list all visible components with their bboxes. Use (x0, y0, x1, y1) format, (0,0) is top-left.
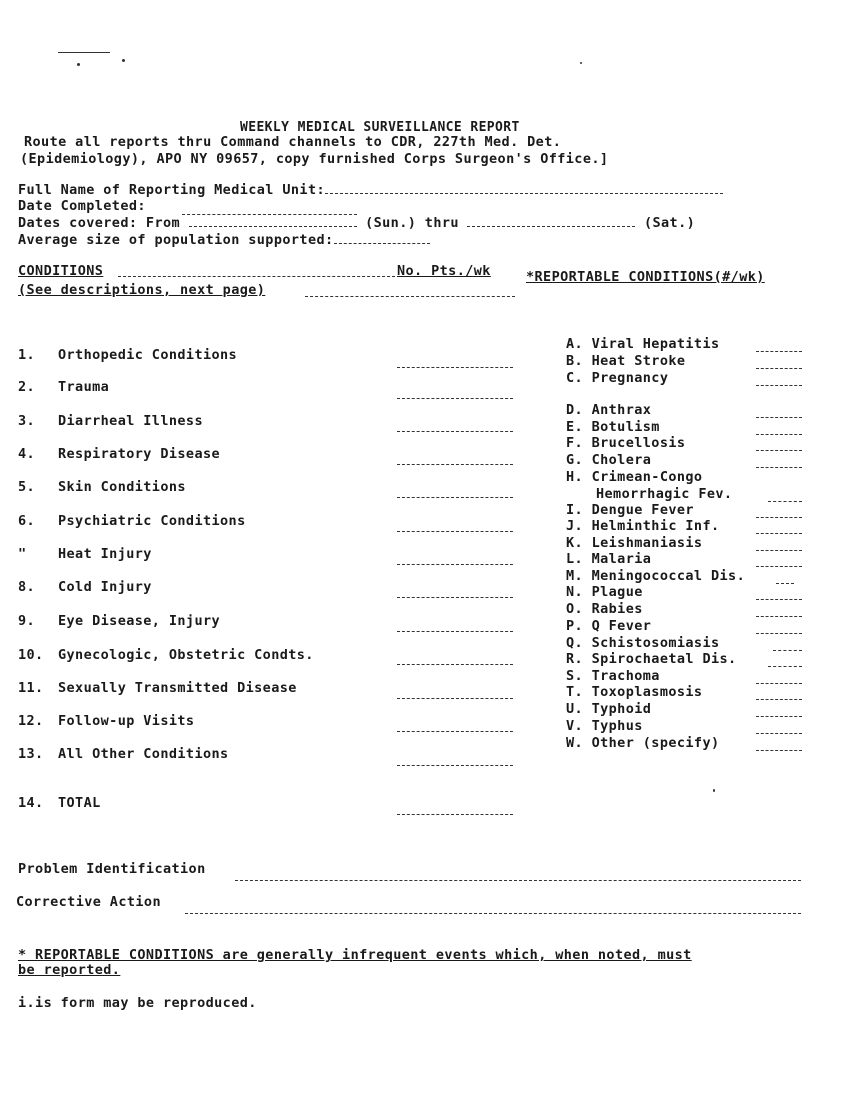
corrective-action-field[interactable] (185, 913, 801, 914)
reportable-footnote (18, 948, 692, 978)
reportable-letter: P. (566, 618, 584, 634)
condition-label: Gynecologic, Obstetric Condts. (58, 647, 314, 663)
reportable-label: Typhoid (591, 701, 652, 717)
count-field-dengue[interactable] (756, 517, 802, 518)
condition-row (18, 613, 220, 629)
reportable-label: Dengue Fever (591, 502, 694, 518)
reportable-label: Rabies (591, 601, 643, 617)
reportable-label: Heat Stroke (591, 353, 686, 369)
count-field-other[interactable] (756, 750, 802, 751)
condition-number: 1. (18, 347, 36, 363)
total-row (18, 795, 101, 811)
corrective-action-label: Corrective Action (16, 894, 161, 910)
condition-number: 8. (18, 579, 36, 595)
condition-row (18, 379, 109, 395)
reportable-row (566, 353, 685, 369)
pts-field-heat-injury[interactable] (397, 564, 513, 565)
reportable-row (566, 618, 651, 634)
count-field-leishmaniasis[interactable] (756, 550, 802, 551)
condition-row (18, 347, 237, 363)
reportable-row (566, 635, 720, 651)
reportable-row (566, 419, 660, 435)
reportable-row (566, 568, 745, 584)
reportable-letter: H. (566, 469, 584, 485)
conditions-header: CONDITIONS (18, 263, 104, 279)
reportable-label: Schistosomiasis (591, 635, 720, 651)
condition-label: All Other Conditions (58, 746, 229, 762)
count-field-spirochaetal[interactable] (768, 666, 802, 667)
condition-label: Skin Conditions (58, 479, 186, 495)
condition-number: 3. (18, 413, 36, 429)
reportable-label: Botulism (591, 419, 660, 435)
reportable-row (566, 535, 702, 551)
count-field-toxoplasmosis[interactable] (756, 699, 802, 700)
reportable-letter: R. (566, 651, 584, 667)
condition-number: 2. (18, 379, 36, 395)
reportable-label: Hemorrhagic Fev. (596, 486, 733, 502)
total-label: TOTAL (58, 795, 101, 811)
reportable-row (566, 551, 651, 567)
reportable-letter: I. (566, 502, 584, 518)
unit-name-field[interactable] (325, 182, 723, 194)
condition-number: 12. (18, 713, 44, 729)
count-field-cholera[interactable] (756, 467, 802, 468)
reportable-label: Pregnancy (591, 370, 669, 386)
count-field-malaria[interactable] (756, 566, 802, 567)
count-field-botulism[interactable] (756, 434, 802, 435)
report-title: WEEKLY MEDICAL SURVEILLANCE REPORT (240, 120, 520, 135)
reportable-letter: A. (566, 336, 584, 352)
reportable-label: Cholera (591, 452, 652, 468)
footnote-line-1: * REPORTABLE CONDITIONS are generally infrequent events which, when noted, must (18, 947, 692, 963)
date-completed-field[interactable] (182, 203, 357, 215)
reportable-row (566, 684, 702, 700)
reportable-row-continued (596, 486, 732, 502)
count-field-q-fever[interactable] (756, 633, 802, 634)
count-field-heat-stroke[interactable] (756, 368, 802, 369)
pts-field-eye[interactable] (397, 631, 513, 632)
reportable-label: Leishmaniasis (591, 535, 703, 551)
condition-number: 6. (18, 513, 36, 529)
condition-row (18, 746, 229, 762)
pts-field-skin[interactable] (397, 497, 513, 498)
condition-number: 9. (18, 613, 36, 629)
dates-covered-row (18, 215, 695, 231)
reportable-letter: J. (566, 518, 584, 534)
reportable-letter: L. (566, 551, 584, 567)
population-row (18, 232, 430, 248)
count-field-typhus[interactable] (756, 733, 802, 734)
reportable-letter: O. (566, 601, 584, 617)
condition-row (18, 479, 186, 495)
from-date-field[interactable] (189, 215, 357, 227)
condition-number: 5. (18, 479, 36, 495)
reportable-row (566, 735, 720, 751)
pts-field-gynecologic[interactable] (397, 664, 513, 665)
reportable-letter: Q. (566, 635, 584, 651)
pts-field-cold-injury[interactable] (397, 597, 513, 598)
condition-number: 11. (18, 680, 44, 696)
routing-instructions (20, 134, 609, 168)
pts-field-total[interactable] (397, 814, 513, 815)
count-field-brucellosis[interactable] (756, 450, 802, 451)
count-field-trachoma[interactable] (756, 683, 802, 684)
condition-label: Heat Injury (58, 546, 152, 562)
reportable-letter: U. (566, 701, 584, 717)
reportable-label: Brucellosis (591, 435, 686, 451)
reportable-letter: F. (566, 435, 584, 451)
condition-label: Diarrheal Illness (58, 413, 203, 429)
date-completed-row (18, 198, 146, 214)
reportable-label: Other (specify) (591, 735, 720, 751)
routing-line-1: Route all reports thru Command channels to CDR, 227th Med. Det. (24, 134, 562, 150)
condition-label: Cold Injury (58, 579, 152, 595)
reportable-row (566, 701, 651, 717)
reportable-label: Q Fever (591, 618, 652, 634)
reportable-row (566, 336, 720, 352)
reportable-label: Malaria (591, 551, 652, 567)
condition-row (18, 546, 152, 562)
reportable-letter: K. (566, 535, 584, 551)
count-field-anthrax[interactable] (756, 417, 802, 418)
see-descriptions-note: (See descriptions, next page) (18, 282, 266, 298)
reportable-row (566, 651, 737, 667)
reportable-letter: B. (566, 353, 584, 369)
count-field-crimean-congo[interactable] (768, 501, 802, 502)
condition-label: Respiratory Disease (58, 446, 221, 462)
condition-row (18, 680, 297, 696)
count-field-plague[interactable] (756, 599, 802, 600)
condition-row (18, 413, 203, 429)
reportable-letter: V. (566, 718, 584, 734)
pts-field-follow-up[interactable] (397, 731, 513, 732)
reportable-label: Crimean-Congo (591, 469, 703, 485)
reportable-row (566, 584, 643, 600)
routing-line-2: (Epidemiology), APO NY 09657, copy furnished Corps Surgeon's Office.] (20, 151, 609, 167)
reportable-row (566, 518, 720, 534)
condition-label: Trauma (58, 379, 110, 395)
condition-label: Sexually Transmitted Disease (58, 680, 297, 696)
reportable-letter: M. (566, 568, 584, 584)
reportable-label: Toxoplasmosis (591, 684, 703, 700)
count-field-helminthic[interactable] (756, 533, 802, 534)
date-completed-label: Date Completed: (18, 198, 146, 214)
dates-covered-label: Dates covered: From (18, 215, 181, 231)
reportable-row (566, 370, 668, 386)
reportable-row (566, 718, 643, 734)
reportable-letter: E. (566, 419, 584, 435)
reportable-letter: W. (566, 735, 584, 751)
reportable-letter: G. (566, 452, 584, 468)
reportable-row (566, 502, 694, 518)
reportable-row (566, 668, 660, 684)
reproduce-note: i.is form may be reproduced. (18, 995, 257, 1011)
reportable-row (566, 452, 651, 468)
scan-mark (122, 59, 125, 62)
unit-name-row (18, 182, 723, 198)
reportable-label: Plague (591, 584, 643, 600)
pts-field-trauma[interactable] (397, 398, 513, 399)
reportable-label: Meningococcal Dis. (591, 568, 746, 584)
conditions-header-line (118, 276, 395, 277)
pts-field-std[interactable] (397, 698, 513, 699)
reportable-letter: S. (566, 668, 584, 684)
reportable-letter: T. (566, 684, 584, 700)
condition-label: Eye Disease, Injury (58, 613, 221, 629)
thru-date-field[interactable] (467, 215, 635, 227)
reportable-row (566, 402, 651, 418)
condition-label: Follow-up Visits (58, 713, 195, 729)
reportable-row (566, 435, 685, 451)
population-field[interactable] (334, 232, 430, 244)
condition-row (18, 713, 194, 729)
condition-label: Orthopedic Conditions (58, 347, 238, 363)
unit-name-label: Full Name of Reporting Medical Unit: (18, 182, 325, 198)
count-field-pregnancy[interactable] (756, 385, 802, 386)
pts-field-psychiatric[interactable] (397, 531, 513, 532)
condition-number: 10. (18, 647, 44, 663)
count-field-rabies[interactable] (756, 616, 802, 617)
reportable-label: Helminthic Inf. (591, 518, 720, 534)
count-field-meningococcal[interactable] (776, 583, 794, 584)
pts-field-other[interactable] (397, 765, 513, 766)
problem-identification-field[interactable] (235, 880, 801, 881)
sat-label: (Sat.) (643, 215, 696, 231)
reportable-row (566, 469, 702, 485)
sun-thru-label: (Sun.) thru (365, 215, 459, 231)
count-field-typhoid[interactable] (756, 716, 802, 717)
scan-mark (58, 52, 110, 53)
count-field-schistosomiasis[interactable] (773, 650, 802, 651)
condition-number: " (18, 546, 27, 562)
reportable-label: Typhus (591, 718, 643, 734)
scan-mark (77, 63, 80, 66)
condition-number: 14. (18, 795, 44, 811)
reportable-letter: D. (566, 402, 584, 418)
condition-number: 4. (18, 446, 36, 462)
count-field-viral-hepatitis[interactable] (756, 351, 802, 352)
condition-number: 13. (18, 746, 44, 762)
pts-field-diarrheal[interactable] (397, 431, 513, 432)
reportable-label: Anthrax (591, 402, 652, 418)
problem-identification-label: Problem Identification (18, 861, 206, 877)
condition-row (18, 647, 314, 663)
population-label: Average size of population supported: (18, 232, 334, 248)
see-descriptions-line (305, 296, 515, 297)
scan-mark (580, 62, 582, 64)
condition-row (18, 579, 152, 595)
condition-label: Psychiatric Conditions (58, 513, 246, 529)
pts-per-week-header: No. Pts./wk (397, 263, 491, 279)
reportable-row (566, 601, 643, 617)
reportable-label: Viral Hepatitis (591, 336, 720, 352)
condition-row (18, 446, 220, 462)
condition-row (18, 513, 246, 529)
reportable-letter: N. (566, 584, 584, 600)
reportable-label: Trachoma (591, 668, 660, 684)
reportable-label: Spirochaetal Dis. (591, 651, 737, 667)
reportable-letter: C. (566, 370, 584, 386)
pts-field-orthopedic[interactable] (397, 367, 513, 368)
reportable-conditions-header: *REPORTABLE CONDITIONS(#/wk) (526, 269, 765, 285)
scan-mark (713, 789, 715, 792)
footnote-line-2: be reported. (18, 962, 121, 978)
pts-field-respiratory[interactable] (397, 464, 513, 465)
